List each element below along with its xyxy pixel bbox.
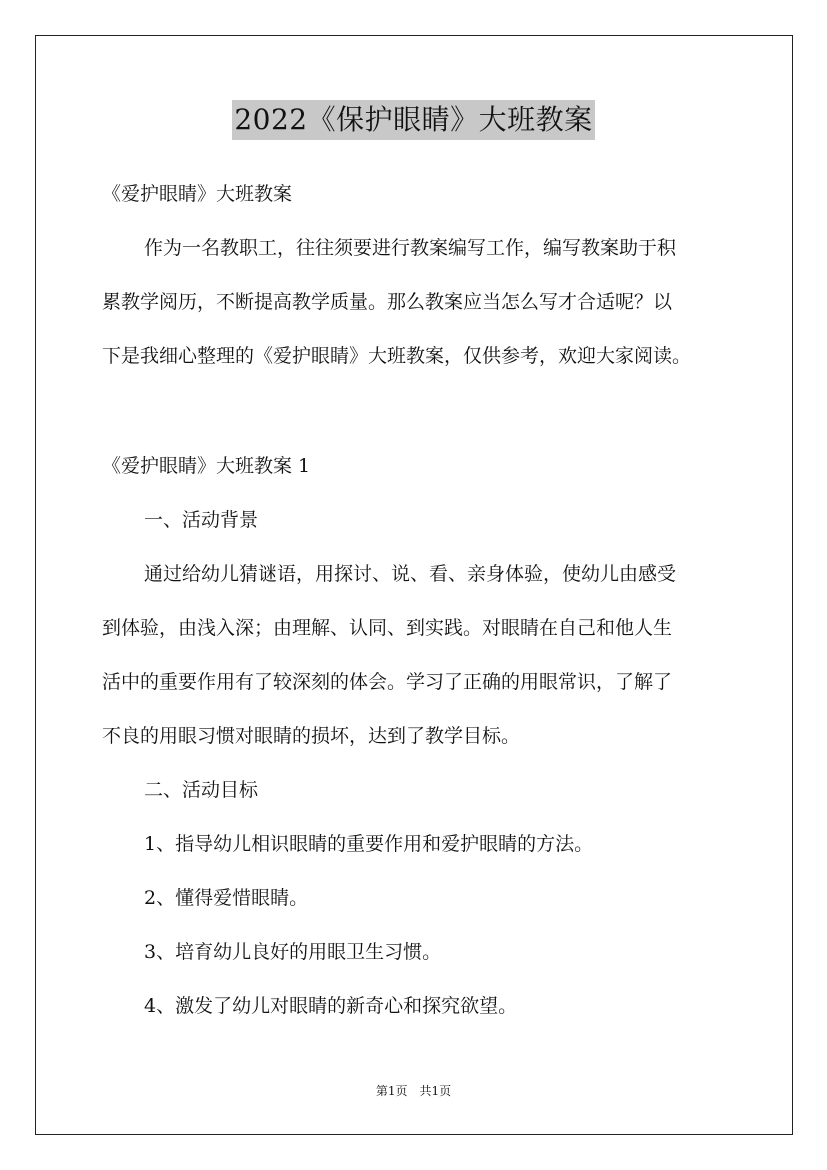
background-line: 通过给幼儿猜谜语，用探讨、说、看、亲身体验，使幼儿由感受 [144, 563, 677, 585]
heading-background: 一、活动背景 [144, 509, 259, 531]
section-title: 《爱护眼睛》大班教案 1 [102, 455, 311, 477]
goal-item: 2、懂得爱惜眼睛。 [144, 887, 309, 909]
heading-goals: 二、活动目标 [144, 779, 259, 801]
intro-line: 作为一名教职工，往往须要进行教案编写工作，编写教案助于积 [144, 237, 677, 259]
document-subtitle: 《爱护眼睛》大班教案 [102, 183, 293, 205]
background-line: 不良的用眼习惯对眼睛的损坏，达到了教学目标。 [102, 725, 521, 747]
goal-item: 1、指导幼儿相识眼睛的重要作用和爱护眼睛的方法。 [144, 833, 594, 855]
background-line: 到体验，由浅入深；由理解、认同、到实践。对眼睛在自己和他人生 [102, 617, 673, 639]
page-footer: 第1页 共1页 [375, 1084, 452, 1098]
background-line: 活中的重要作用有了较深刻的体会。学习了正确的用眼常识，了解了 [102, 671, 673, 693]
intro-line: 下是我细心整理的《爱护眼睛》大班教案，仅供参考，欢迎大家阅读。 [102, 345, 692, 367]
intro-line: 累教学阅历，不断提高教学质量。那么教案应当怎么写才合适呢？以 [102, 291, 673, 313]
title-wrap [0, 100, 827, 140]
goal-item: 3、培育幼儿良好的用眼卫生习惯。 [144, 941, 442, 963]
goal-item: 4、激发了幼儿对眼睛的新奇心和探究欲望。 [144, 995, 518, 1017]
document-title: 2022《保护眼睛》大班教案 [232, 100, 594, 140]
